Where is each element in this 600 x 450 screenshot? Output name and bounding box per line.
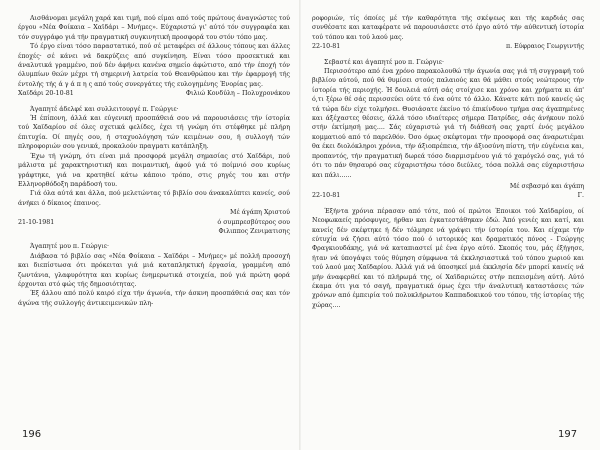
letter1-paragraph1: Αισθάνομαι μεγάλη χαρά και τιμή, πού είμαι από τούς πρώτους άναγνώστες τού έργου «Νέα Φοίκαια – Χαϊδάρι – Μνήμες». Εύχαριστώ γι' αύτό τόν συγγραφέα και τόν συγγράφο γιά τήν πραγματική συγκινητική προσφορά του στόν τόπο μας. bbox=[18, 15, 290, 41]
letter1-paragraph2: Τό έργο είναι τόσο παραστατικό, πού σέ μεταφέρει σέ άλλους τόπους και άλλες έποχές· σέ κάνει νά δακρύζεις από συγκίνηση. Είναι τόσο προσεκτικά και άναλυτικά γραμμένο, πού δέν άφήνει κανένα σημείο άφώτιστο, από τήν έποχή τόν όλυμπίων θεών μέχρι τή σημερινή λατρεία τού Θεανθρώπου και τήν έφαρμογή τής έντολής τής ά γ ά π η ς από τούς συνεργάτες τής ευλογημένης Ένορίας μας. bbox=[18, 43, 290, 88]
letter2-signoff bbox=[18, 218, 290, 227]
book-gutter bbox=[299, 0, 301, 450]
letter1-date: Χαϊδάρι 20-10-81 bbox=[18, 90, 74, 98]
letter2-closing: Μέ άγάπη Χριστού bbox=[230, 209, 290, 217]
left-page-number: 196 bbox=[22, 429, 42, 440]
letter3-signoff bbox=[312, 42, 584, 51]
letter2-paragraph3: Γιά όλα αύτά και άλλα, πού μελετώντας τό βιβλίο σου άνακαλύπτει κανείς, σού άνήκει ό δίκαιος έπαινος. bbox=[18, 190, 290, 207]
letter4-greeting: Σεβαστέ και άγαπητέ μου π. Γεώργιε· bbox=[324, 58, 445, 66]
letter3-paragraph2: Έξ άλλου από πολύ καιρό είχα τήν άγωνία, τήν άσκνη προσπάθειά σας και τόν άγώνα τής συλλογής άντικειμενικών πλη- bbox=[18, 290, 290, 307]
letter3-paragraph1: Διάβασα τό βιβλίο σας «Νέα Φοίκαια – Χαϊδάρι – Μνήμες» μέ πολλή προσοχή και διεπίστωσα ότι πρόκειται γιά μιά καταπληκτική έργασία, γραμμένη από ζωντάνια, γλαφυρότητα και κυρίως ένημερωτικά στοιχεία, πού γιά πρώτη φορά έρχονται στό φώς τής δημοσιότητας. bbox=[18, 252, 290, 288]
letter4-signoff bbox=[312, 191, 584, 200]
letter3-greeting: Άγαπητέ μου π. Γεώργιε· bbox=[30, 243, 110, 251]
text-paragraph: Έξήντα χρόνια πέρασαν από τότε, πού οί πρώτοι Έποικοι τού Χαϊδαρίου, οί Νεοφωκαείς πρόσφυγες, ήρθαν και έγκατεστάθηκαν έδώ. Άπό γενιές και κατί, και κανείς δέν σκέφτηκε ή δέν τόλμησε νά γράψει τήν ίστορία του. Και είχαμε τήν εύτυχία νά ζήσει αύτό τόσο πού ό ιστορικός και δραματικός πόνος - Γεώργης Φραγκιουδάκης, γιά νά καταπιαστεί μέ ένα έργο αύτό. Σκοπός του, μάς έξήγησε, ήταν νά ύπογάψει τούς θύμηση σύμφωνα τά έκκλησιαστικά τού τόπου χωριού και τού λαού μας Χαϊδαρίου. Άλλά γιά νά ύποσηκεί μιά έκκλησία δέν μπορεί κανείς νά μήν άναφερθεί και τό πλήρωμά της, οί Χαϊδαριώτες στήν πεπεισμένη αύτή. Αύτό έκαμα ότι για τό σαγή, πραγματικά όμως έχει τήν άναλυτική καταστάσεις τών χρόνων από έμπειρία τού πολυκλήρωτου Καππαδοκικού του τόπου, τής ίστορίας τής χώρας.... bbox=[312, 207, 584, 309]
letter2-paragraph1: Ή έπίπονη, άλλά και εύγενική προσπάθειά σου νά παρουσιάσεις τήν ίστορία τού Χαϊδαρίου σέ όλες σχετικά φελίδες, έχει τή γνώμη ότι στέφθηκε μέ πλήρη έπιτυχία. Οί πηγές σου, ή σταχυολόγηση τών κειμένων σου, ή συλλογή τών πληροφοριών σου γενικά, προκαλούν πραγματι κατάπληξη. bbox=[18, 115, 290, 151]
letter4-date: 22-10-81 bbox=[312, 192, 341, 200]
letter1-signoff bbox=[18, 89, 290, 98]
letter3-date: 22-10-81 bbox=[312, 43, 341, 51]
letter2-signature: Φιλιππος Ζενιματισης bbox=[218, 227, 290, 235]
letter3-signature: π. Εύφραιος Γεωργιντής bbox=[505, 43, 584, 51]
letter2-greeting: Άγαπητέ άδελφέ και συλλειτουργέ π. Γεώργιε· bbox=[30, 105, 179, 113]
right-page-number: 197 bbox=[558, 429, 578, 440]
letter2-paragraph2: Έχω τή γνώμη, ότι είναι μιά προσφορά μεγάλη σημασίας στό Χαϊδάρι, πού μάλιστα μέ χαρακτηριστική και ποιμαντική, άφού γιά τό ποίμνιό σου κυρίως γράφτηκε, γιά να κρατηθεί κάτω κάποιο τρόπο, στις ρηγές του και στήν Ελληνορθόδοξη παράδοσή του. bbox=[18, 152, 290, 188]
letter2-sign-line: ό συμπρεσβύτερος σου bbox=[217, 218, 290, 226]
left-page bbox=[18, 14, 290, 434]
letter4-paragraph1: Περισσότερο από ένα χρόνο παρακολουθώ τήν άγωνία σας γιά τή συγγραφή τού βιβλίου αύτού, πού θά θυμίσει στούς παλαιούς και θά μάθει στούς νεώτερους τήν ίστορία τής περιοχής. Ή δουλειά αύτή σάς στοίχισε και χρόνο και χρήματα κι άπ' ό,τι ξέρω θέ σάς περισσεύει ούτε τό ένα ούτε τό άλλο. Κάνατε κάτι πού κανείς ώς τά τώρα δέν είχε τολμήσει. Θυσιάσατε έκείνο τό έπικίνδυνο τμήμα σας άγαπημένες και άξέχαστες θέσεις, άλλά τόσο ιδιαίτερες σήμερα Πατρίδες, σάς άνήκουν πολύ στήν έκτίμησή μας.... Σάς εύχαριστώ γιά τή διάθεσή σας χαρτί ένός μεγάλου κομματιού από τό παρελθόν. Όσο όμως σκέφτομαι τήν προσφορά σας άναρωτιέμαι θα έκει διολόκληροι χρόνια, τήν άξιοπρέπεια, τήν άξιοσύνη πίστη, τήν εύγένεια και, προπαντός, τήν πραγματική δωρεά τόσο διαρμισμένου γιά τό χαμόγελό σας, γιά τό ότι το πάν θησαυρό σας εύχαριστήσω τόσο διεύλες, τόσα πολλά σας εύχαριστήσω και πάλι...... bbox=[312, 68, 584, 179]
letter4-closing: Μέ σεβασμό και άγάπη bbox=[509, 182, 584, 190]
letter1-signature: Φιλιώ Κονδύλη – Πολυχρονάκου bbox=[185, 90, 290, 98]
letter2-date: 21-10-1981 bbox=[18, 218, 55, 226]
letter4-initial: Γ. bbox=[577, 192, 584, 200]
letter3-continuation: ροφοριών, τίς όποίες μέ τήν καθαρότητα τής σκέψεως και τής καρδιάς σας συνθέσατε και καταφέρατε νά παρουσιάσετε στό έργο αύτό τήν αύθεντική ίστορία τού τόπου και τού λαού μας. bbox=[312, 15, 584, 41]
right-page bbox=[312, 14, 584, 434]
